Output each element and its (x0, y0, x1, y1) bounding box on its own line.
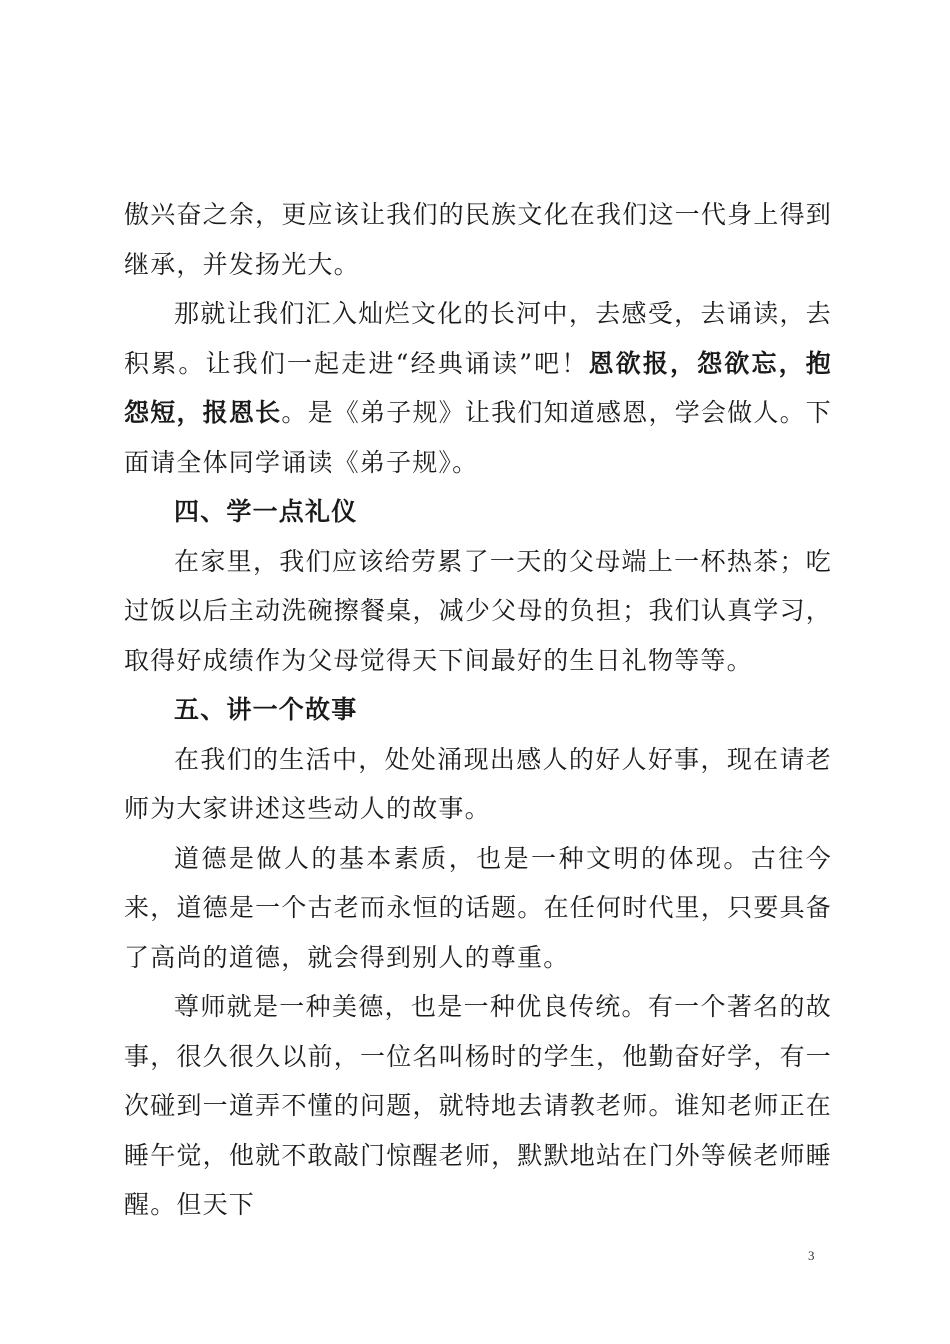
paragraph-respect-teacher: 尊师就是一种美德，也是一种优良传统。有一个著名的故事，很久很久以前，一位名叫杨时的学生，他勤奋好学，有一次碰到一道弄不懂的问题，就特地去请教老师。谁知老师正在睡午觉，他就不敢敲门惊醒老师，默默地站在门外等候老师睡醒。但天下 (124, 992, 832, 1219)
paragraph-continuation: 傲兴奋之余，更应该让我们的民族文化在我们这一代身上得到继承，并发扬光大。 (124, 200, 832, 279)
section-heading-story: 五、讲一个故事 (174, 695, 358, 724)
page-number: 3 (808, 1248, 815, 1263)
document-body (124, 190, 832, 1230)
paragraph-text: 那就让我们汇入灿烂文化的长河中，去感受，去诵读，去积累。 (124, 299, 832, 378)
paragraph-text: 。是《弟子规》让我们知道感恩，学会做人。下面请全体同学诵读《弟子规》。 (124, 398, 833, 477)
paragraph-morality: 道德是做人的基本素质，也是一种文明的体现。古往今来，道德是一个古老而永恒的话题。在任何时代里，只要具备了高尚的道德，就会得到别人的尊重。 (124, 843, 832, 972)
paragraph-classics-reading (124, 289, 832, 487)
paragraph-etiquette: 在家里，我们应该给劳累了一天的父母端上一杯热茶；吃过饭以后主动洗碗擦餐桌，减少父母的负担；我们认真学习，取得好成绩作为父母觉得天下间最好的生日礼物等等。 (124, 546, 832, 675)
paragraph-story-intro: 在我们的生活中，处处涌现出感人的好人好事，现在请老师为大家讲述这些动人的故事。 (124, 744, 832, 823)
quote-dizigui-bold: 恩欲报，怨欲忘，抱怨短，报恩长 (124, 348, 832, 427)
paragraph-text: 让我们一起走进“经典诵读”吧！ (205, 348, 589, 378)
section-heading-etiquette: 四、学一点礼仪 (174, 497, 358, 526)
